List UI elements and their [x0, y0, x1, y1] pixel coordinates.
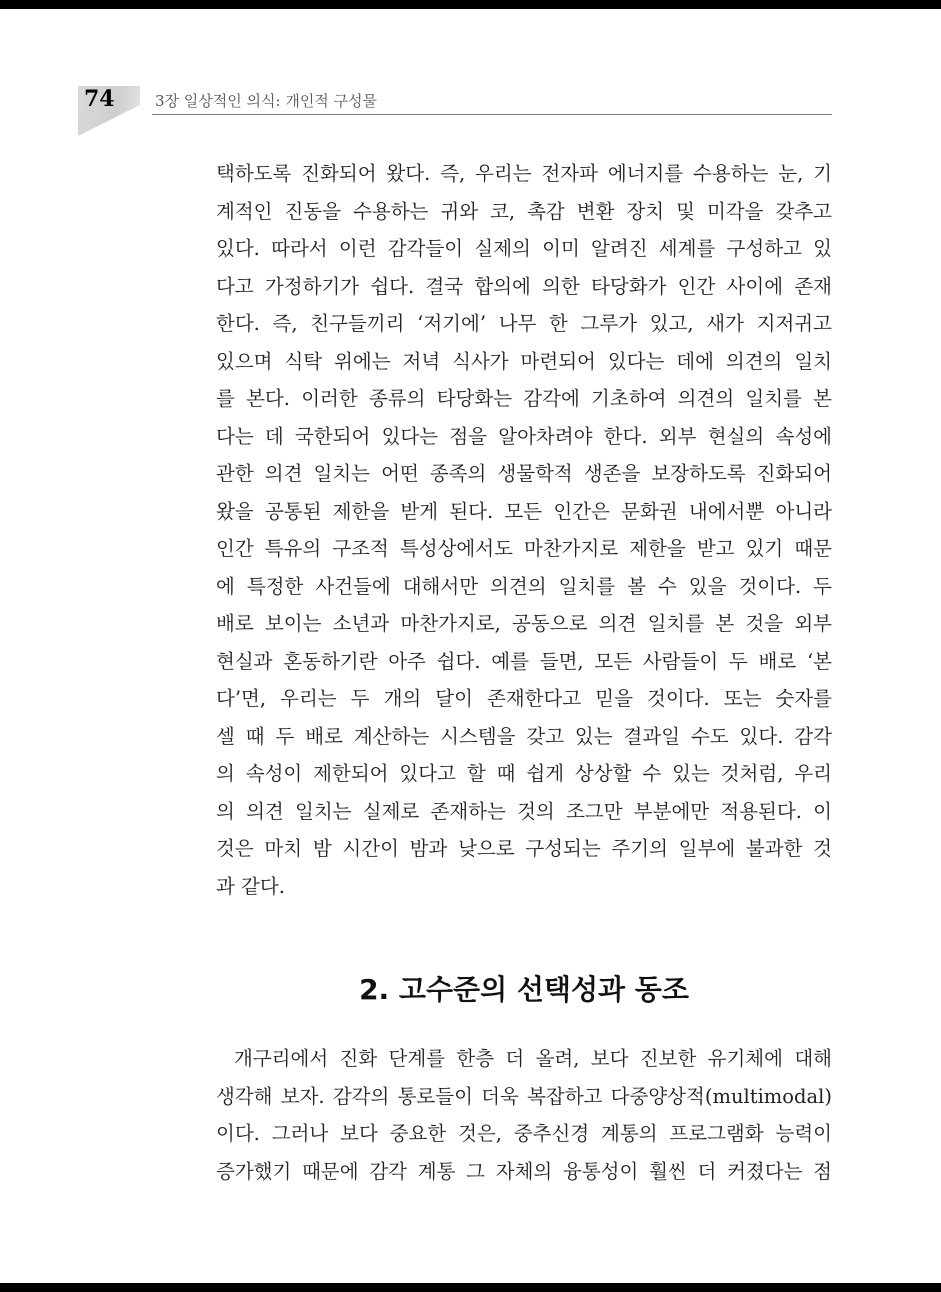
text-line: 왔을 공통된 제한을 받게 된다. 모든 인간은 문화권 내에서뿐 아니라 — [216, 499, 832, 523]
text-line: 의 의견 일치는 실제로 존재하는 것의 조그만 부분에만 적용된다. 이 — [216, 799, 832, 823]
body-text-2 — [216, 1040, 832, 1190]
text-line: 증가했기 때문에 감각 계통 그 자체의 융통성이 훨씬 더 커졌다는 점 — [216, 1159, 832, 1183]
text-line: 생각해 보자. 감각의 통로들이 더욱 복잡하고 다중양상적(multimodal) — [216, 1084, 832, 1108]
text-line: 것은 마치 밤 시간이 밤과 낮으로 구성되는 주기의 일부에 불과한 것 — [216, 837, 832, 860]
bottom-border — [0, 1283, 941, 1292]
text-line: 현실과 혼동하기란 아주 쉽다. 예를 들면, 모든 사람들이 두 배로 ‘본 — [216, 649, 832, 673]
text-line: 있다. 따라서 이런 감각들이 실제의 이미 알려진 세계를 구성하고 있 — [216, 237, 832, 260]
text-line: 이다. 그러나 보다 중요한 것은, 중추신경 계통의 프로그램화 능력이 — [216, 1122, 832, 1145]
text-line: 계적인 진동을 수용하는 귀와 코, 촉감 변환 장치 및 미각을 갖추고 — [216, 199, 832, 223]
text-line: 택하도록 진화되어 왔다. 즉, 우리는 전자파 에너지를 수용하는 눈, 기 — [216, 162, 832, 185]
header-rule — [152, 114, 832, 115]
text-line: 셀 때 두 배로 계산하는 시스템을 갖고 있는 결과일 수도 있다. 감각 — [216, 724, 832, 748]
section-title: 2. 고수준의 선택성과 동조 — [359, 973, 689, 1006]
text-line: 를 본다. 이러한 종류의 타당화는 감각에 기초하여 의견의 일치를 본 — [216, 387, 832, 410]
page-number: 74 — [84, 86, 115, 112]
text-line: 개구리에서 진화 단계를 한층 더 올려, 보다 진보한 유기체에 대해 — [234, 1047, 832, 1070]
text-line: 과 같다. — [216, 874, 285, 898]
body-text-1 — [216, 155, 832, 905]
text-line: 한다. 즉, 친구들끼리 ‘저기에’ 나무 한 그루가 있고, 새가 지저귀고 — [216, 312, 832, 335]
text-line: 다고 가정하기가 쉽다. 결국 합의에 의한 타당화가 인간 사이에 존재 — [216, 274, 832, 298]
top-border — [0, 0, 941, 9]
text-line: 의 속성이 제한되어 있다고 할 때 쉽게 상상할 수 있는 것처럼, 우리 — [216, 762, 832, 785]
text-line: 인간 특유의 구조적 특성상에서도 마찬가지로 제한을 받고 있기 때문 — [216, 537, 832, 560]
text-line: 관한 의견 일치는 어떤 종족의 생물학적 생존을 보장하도록 진화되어 — [216, 462, 832, 485]
running-head: 3장 일상적인 의식: 개인적 구성물 — [155, 92, 378, 110]
text-line: 다는 데 국한되어 있다는 점을 알아차려야 한다. 외부 현실의 속성에 — [216, 424, 832, 448]
text-line: 에 특정한 사건들에 대해서만 의견의 일치를 볼 수 있을 것이다. 두 — [216, 574, 832, 598]
text-line: 배로 보이는 소년과 마찬가지로, 공동으로 의견 일치를 본 것을 외부 — [216, 612, 832, 635]
text-line: 다’면, 우리는 두 개의 달이 존재한다고 믿을 것이다. 또는 숫자를 — [216, 687, 832, 710]
text-line: 있으며 식탁 위에는 저녁 식사가 마련되어 있다는 데에 의견의 일치 — [216, 349, 832, 373]
